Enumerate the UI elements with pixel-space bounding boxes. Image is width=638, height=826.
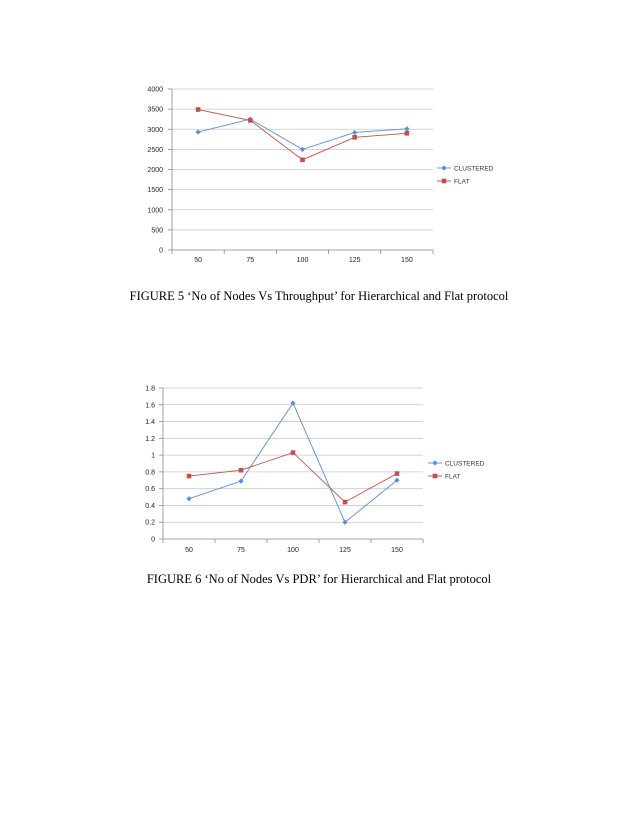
x-tick-label: 50 xyxy=(194,257,202,264)
clustered-point xyxy=(404,126,409,131)
clustered-point xyxy=(186,496,191,501)
flat-point xyxy=(248,118,253,123)
clustered-point xyxy=(352,130,357,135)
x-tick-label: 75 xyxy=(246,257,255,264)
flat-point xyxy=(300,158,305,163)
y-tick-label: 1.6 xyxy=(145,402,155,410)
flat-series-line xyxy=(189,453,397,502)
legend-marker xyxy=(433,474,438,479)
legend-label: FLAT xyxy=(445,473,461,481)
clustered-point xyxy=(196,129,201,134)
legend-label: CLUSTERED xyxy=(445,460,485,468)
y-tick-label: 1500 xyxy=(147,187,163,195)
y-tick-label: 0.4 xyxy=(145,502,155,510)
clustered-series-line xyxy=(189,403,397,522)
clustered-point xyxy=(300,147,305,152)
flat-series-line xyxy=(198,110,407,160)
y-tick-label: 1.2 xyxy=(145,435,155,443)
legend-label: FLAT xyxy=(454,178,470,186)
y-tick-label: 0 xyxy=(151,536,155,544)
y-tick-label: 0.2 xyxy=(145,519,155,527)
x-tick-label: 100 xyxy=(296,257,309,264)
chart-2 xyxy=(145,386,484,555)
x-tick-label: 150 xyxy=(391,547,403,554)
chart-1 xyxy=(147,87,493,265)
y-tick-label: 2500 xyxy=(147,146,163,154)
x-tick-label: 125 xyxy=(339,547,351,554)
flat-point xyxy=(395,471,400,476)
legend-label: CLUSTERED xyxy=(454,165,494,173)
figure5-caption: FIGURE 5 ‘No of Nodes Vs Throughput’ for Hierarchical and Flat protocol xyxy=(129,289,509,303)
flat-point xyxy=(196,107,201,112)
y-tick-label: 0.6 xyxy=(145,486,155,494)
y-tick-label: 4000 xyxy=(147,86,163,94)
y-tick-label: 1 xyxy=(151,452,155,460)
legend-marker xyxy=(432,460,437,465)
x-tick-label: 75 xyxy=(237,547,245,554)
y-tick-label: 3000 xyxy=(147,126,163,134)
y-tick-label: 3500 xyxy=(147,106,163,114)
flat-point xyxy=(405,131,410,136)
flat-point xyxy=(291,450,296,455)
x-tick-label: 50 xyxy=(185,547,193,554)
flat-point xyxy=(187,474,192,479)
clustered-point xyxy=(238,479,243,484)
x-tick-label: 100 xyxy=(287,547,299,554)
y-tick-label: 500 xyxy=(151,227,163,235)
flat-point xyxy=(352,135,357,140)
figure6-caption: FIGURE 6 ‘No of Nodes Vs PDR’ for Hierarchical and Flat protocol xyxy=(146,572,492,586)
flat-point xyxy=(343,500,348,505)
legend-marker xyxy=(442,179,447,184)
x-tick-label: 150 xyxy=(401,257,413,264)
y-tick-label: 1.4 xyxy=(145,419,155,427)
y-tick-label: 1000 xyxy=(147,207,163,215)
flat-point xyxy=(239,468,244,473)
y-tick-label: 0.8 xyxy=(145,469,155,477)
legend-marker xyxy=(441,165,446,170)
x-tick-label: 125 xyxy=(348,257,361,264)
y-tick-label: 0 xyxy=(159,247,163,255)
y-tick-label: 2000 xyxy=(147,167,163,174)
clustered-series-line xyxy=(198,119,407,149)
y-tick-label: 1.8 xyxy=(145,385,155,393)
